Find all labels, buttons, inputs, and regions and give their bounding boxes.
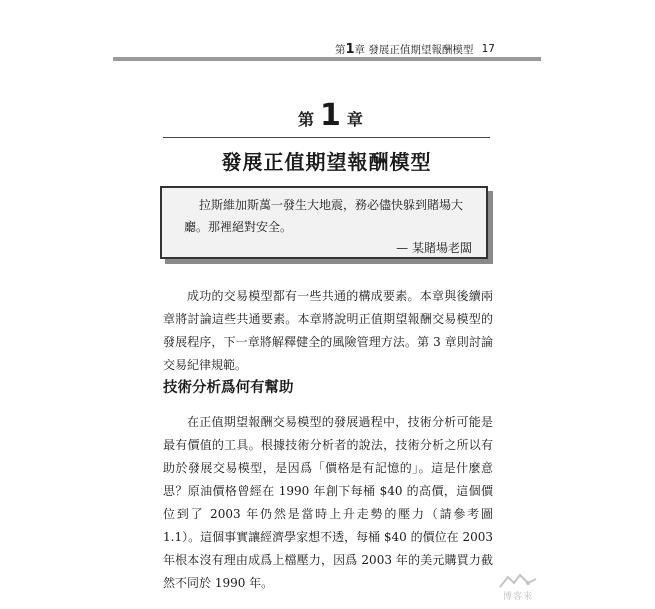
watermark xyxy=(496,572,540,602)
running-header xyxy=(335,41,495,57)
epigraph-text: 拉斯維加斯萬一發生大地震，務必儘快躲到賭場大廳。那裡絕對安全。 xyxy=(184,198,464,234)
chapter-number: 1 xyxy=(320,98,341,133)
page-number: 17 xyxy=(481,43,495,55)
intro-paragraph: 成功的交易模型都有一些共通的構成要素。本章與後續兩章將討論這些共通要素。本章將說明正值期望報酬交易模型的發展程序，下一章將解釋健全的風險管理方法。第 3 章則討論交易紀律規範。 xyxy=(163,289,493,372)
running-title: 發展正值期望報酬模型 xyxy=(368,43,474,56)
section-heading: 技術分析爲何有幫助 xyxy=(163,380,294,396)
watermark-text: 博客來 xyxy=(502,592,533,602)
body-paragraph: 在正值期望報酬交易模型的發展過程中，技術分析可能是最有價值的工具。根據技術分析者的說法，技術分析之所以有助於發展交易模型，是因爲「價格是有記憶的」。這是什麼意思？原油價格曾經在 1990 年創下每桶 $40 的高價，這個價位到了 2003 年仍然是當時上升走勢的壓力（請參考圖 1.1）。這個事實讓經濟學家想不透，每桶 $40 的價位在 2003 年根本沒有理由成爲上檔壓力，因爲 2003 年的美元購買力截然不同於 1990 年。 xyxy=(163,415,493,590)
epigraph-box xyxy=(160,186,488,259)
header-rule xyxy=(113,57,541,61)
watermark-logo-icon xyxy=(498,573,538,589)
chapter-label: 第 1 章 xyxy=(298,98,363,133)
chapter-title: 發展正值期望報酬模型 xyxy=(221,150,432,174)
running-header-chapter: 第1章 發展正值期望報酬模型 xyxy=(335,41,474,57)
title-rule xyxy=(163,137,490,138)
epigraph-attribution: — 某賭場老闆 xyxy=(396,241,472,255)
